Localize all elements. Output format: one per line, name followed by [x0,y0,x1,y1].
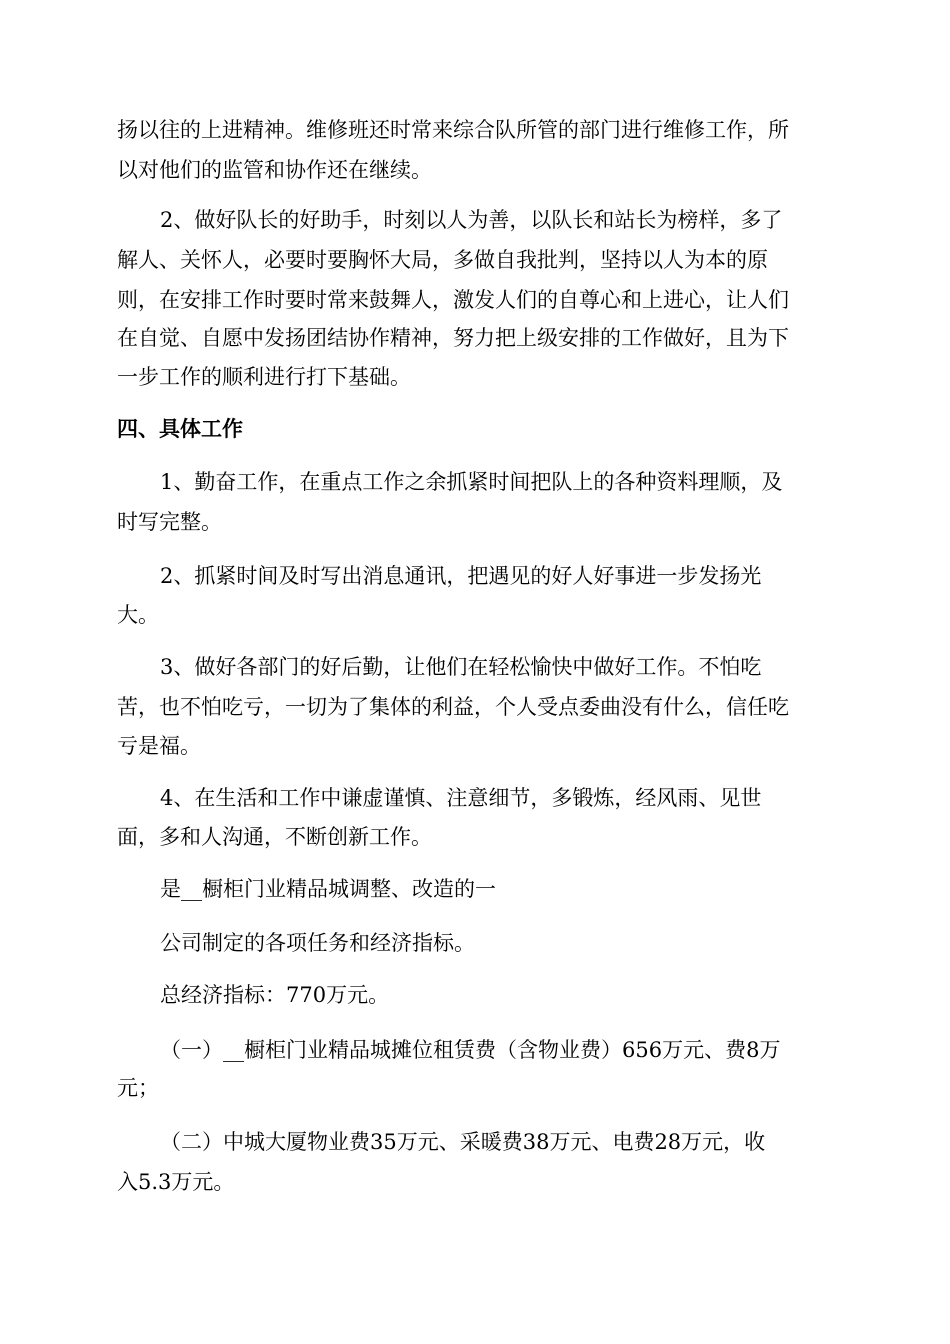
paragraph-line: 1、勤奋工作，在重点工作之余抓紧时间把队上的各种资料理顺，及 [160,470,783,494]
paragraph-line: 亏是福。 [117,734,201,758]
paragraph-line: 2、抓紧时间及时写出消息通讯，把遇见的好人好事进一步发扬光 [160,564,762,588]
paragraph-line: 2、做好队长的好助手，时刻以人为善，以队长和站长为榜样，多了 [160,208,783,232]
paragraph-line: 3、做好各部门的好后勤，让他们在轻松愉快中做好工作。不怕吃 [160,655,762,679]
paragraph-line: 以对他们的监管和协作还在继续。 [117,158,432,182]
paragraph-line: 元； [117,1076,159,1100]
paragraph-line: 4、在生活和工作中谦虚谨慎、注意细节，多锻炼，经风雨、见世 [160,786,762,810]
paragraph-line: （二）中城大厦物业费35万元、采暖费38万元、电费28万元，收 [160,1130,766,1154]
paragraph-line: 时写完整。 [117,510,222,534]
paragraph-line: 面，多和人沟通，不断创新工作。 [117,825,432,849]
paragraph-line: 公司制定的各项任务和经济指标。 [160,931,475,955]
paragraph-line: 扬以往的上进精神。维修班还时常来综合队所管的部门进行维修工作，所 [117,118,789,142]
paragraph-line: 一步工作的顺利进行打下基础。 [117,365,411,389]
paragraph-line: 苦，也不怕吃亏，一切为了集体的利益，个人受点委曲没有什么，信任吃 [117,695,789,719]
section-heading: 四、具体工作 [117,417,243,441]
paragraph-line: 入5.3万元。 [117,1170,235,1194]
paragraph-line: 大。 [117,603,159,627]
paragraph-line: 是__橱柜门业精品城调整、改造的一 [160,877,496,901]
paragraph-line: 总经济指标：770万元。 [160,983,390,1007]
paragraph-line: 解人、关怀人，必要时要胸怀大局，多做自我批判，坚持以人为本的原 [117,248,768,272]
paragraph-line: 则，在安排工作时要时常来鼓舞人，激发人们的自尊心和上进心，让人们 [117,288,789,312]
paragraph-line: （一）__橱柜门业精品城摊位租赁费（含物业费）656万元、费8万 [160,1038,781,1062]
paragraph-line: 在自觉、自愿中发扬团结协作精神，努力把上级安排的工作做好，且为下 [117,326,789,350]
